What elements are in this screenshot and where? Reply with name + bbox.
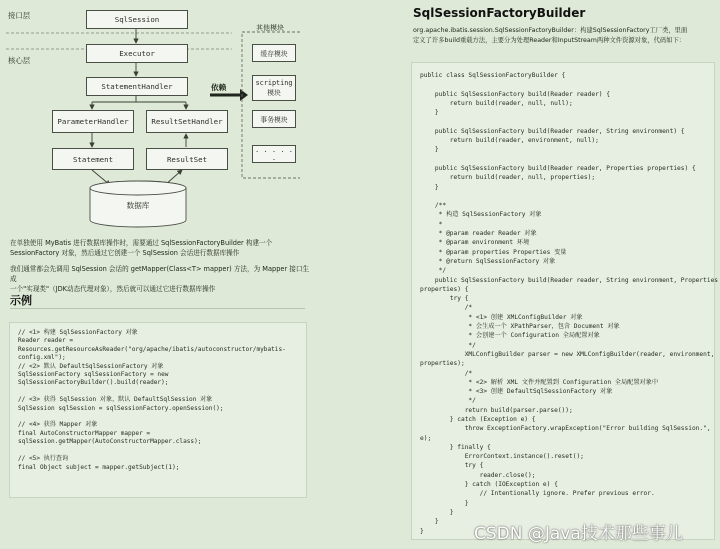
csdn-watermark: CSDN @Java技术那些事儿 (474, 524, 683, 544)
intro-paragraph-2-line2: 一个"实现类"（JDK动态代理对象），然后就可以通过它进行数据库操作 (10, 285, 216, 293)
builder-code: public class SqlSessionFactoryBuilder { public SqlSessionFactory build(Reader reader) { return build(reader, null, null); } public SqlSessionFactory build(Reader reader, String environment) { return build(reader, environment, null); } public SqlSessionFactory build(Reader reader, Properties properties) { return build(reader, null, properties); } /** * 构造 SqlSessionFactory 对象 * * @param reader Reader 对象 * @param environment 环境 * @param properties Properties 变量 * @return SqlSessionFactory 对象 */ public SqlSessionFactory build(Reader reader, String environment, Properties properties) { try { /* * <1> 创建 XMLConfigBuilder 对象 * 会生成一个 XPathParser，包含 Document 对象 * 会创建一个 Configuration 全局配置对象 */ XMLConfigBuilder parser = new XMLConfigBuilder(reader, environment, properties); /* * <2> 解析 XML 文件并配置到 Configuration 全局配置对象中 * <3> 创建 DefaultSqlSessionFactory 对象 */ return build(parser.parse()); } catch (Exception e) { throw ExceptionFactory.wrapException("Error building SqlSession.", e); } finally { ErrorContext.instance().reset(); try { reader.close(); } catch (IOException e) { // Intentionally ignore. Prefer previous error. } } } } (420, 72, 719, 535)
scripting-module-line1: scripting (255, 79, 293, 87)
resultset-box: ResultSet (146, 148, 228, 170)
builder-intro-line2: 定义了许多build重载方法，主要分为处理Reader和InputStream两种文件资源对象，代码如下： (413, 37, 686, 44)
intro-paragraph-2-line1: 我们通常都会先调用 SqlSession 会话的 getMapper(Class<T> mapper) 方法，为 Mapper 接口生成 (10, 265, 310, 283)
statement-box: Statement (52, 148, 134, 170)
example-code-block (9, 322, 307, 498)
heading-divider (10, 308, 305, 309)
resultset-handler-box: ResultSetHandler (146, 110, 228, 133)
transaction-module-box: 事务模块 (252, 110, 296, 128)
executor-box: Executor (86, 44, 188, 63)
database-label: 数据库 (126, 201, 150, 210)
other-modules-label: 其他模块 (256, 24, 284, 32)
builder-intro-line1: org.apache.ibatis.session.SqlSessionFactoryBuilder：构建SqlSessionFactory工厂类，里面 (413, 27, 688, 34)
statement-handler-box: StatementHandler (86, 77, 188, 96)
depends-label: 依赖 (211, 83, 227, 92)
core-layer-label: 核心层 (8, 56, 31, 65)
cache-module-box: 缓存模块 (252, 44, 296, 62)
sqlsession-box: SqlSession (86, 10, 188, 29)
scripting-module-line2: 模块 (267, 89, 281, 97)
example-heading: 示例 (10, 294, 32, 307)
intro-paragraph-1-line1: 在单独使用 MyBatis 进行数据库操作时，需要通过 SqlSessionFactoryBuilder 构建一个 (10, 239, 273, 247)
intro-paragraph-2 (10, 264, 310, 294)
example-code: // <1> 构建 SqlSessionFactory 对象 Reader reader = Resources.getResourceAsReader("org/apache/ibatis/autoconstructor/mybatis- config.xml"); // <2> 默认 DefaultSqlSessionFactory 对象 SqlSessionFactory sqlSessionFactory = new SqlSessionFactoryBuilder().build(reader); // <3> 获得 SqlSession 对象，默认 DefaultSqlSession 对象 SqlSession sqlSession = sqlSessionFactory.openSession(); // <4> 获得 Mapper 对象 final AutoConstructorMapper mapper = sqlSession.getMapper(AutoConstructorMapper.class); // <5> 执行查询 final Object subject = mapper.getSubject(1); (18, 329, 286, 471)
more-modules-box: . . . . . . (252, 145, 296, 163)
intro-paragraph-1 (10, 238, 305, 258)
scripting-module-box (252, 75, 296, 101)
parameter-handler-box: ParameterHandler (52, 110, 134, 133)
builder-intro (413, 26, 713, 46)
builder-code-block (411, 62, 719, 540)
interface-layer-label: 接口层 (8, 11, 31, 20)
page-title: SqlSessionFactoryBuilder (413, 6, 586, 20)
architecture-diagram (0, 0, 300, 232)
intro-paragraph-1-line2: SessionFactory 对象，然后通过它创建一个 SqlSession 会话进行数据库操作 (10, 249, 240, 257)
